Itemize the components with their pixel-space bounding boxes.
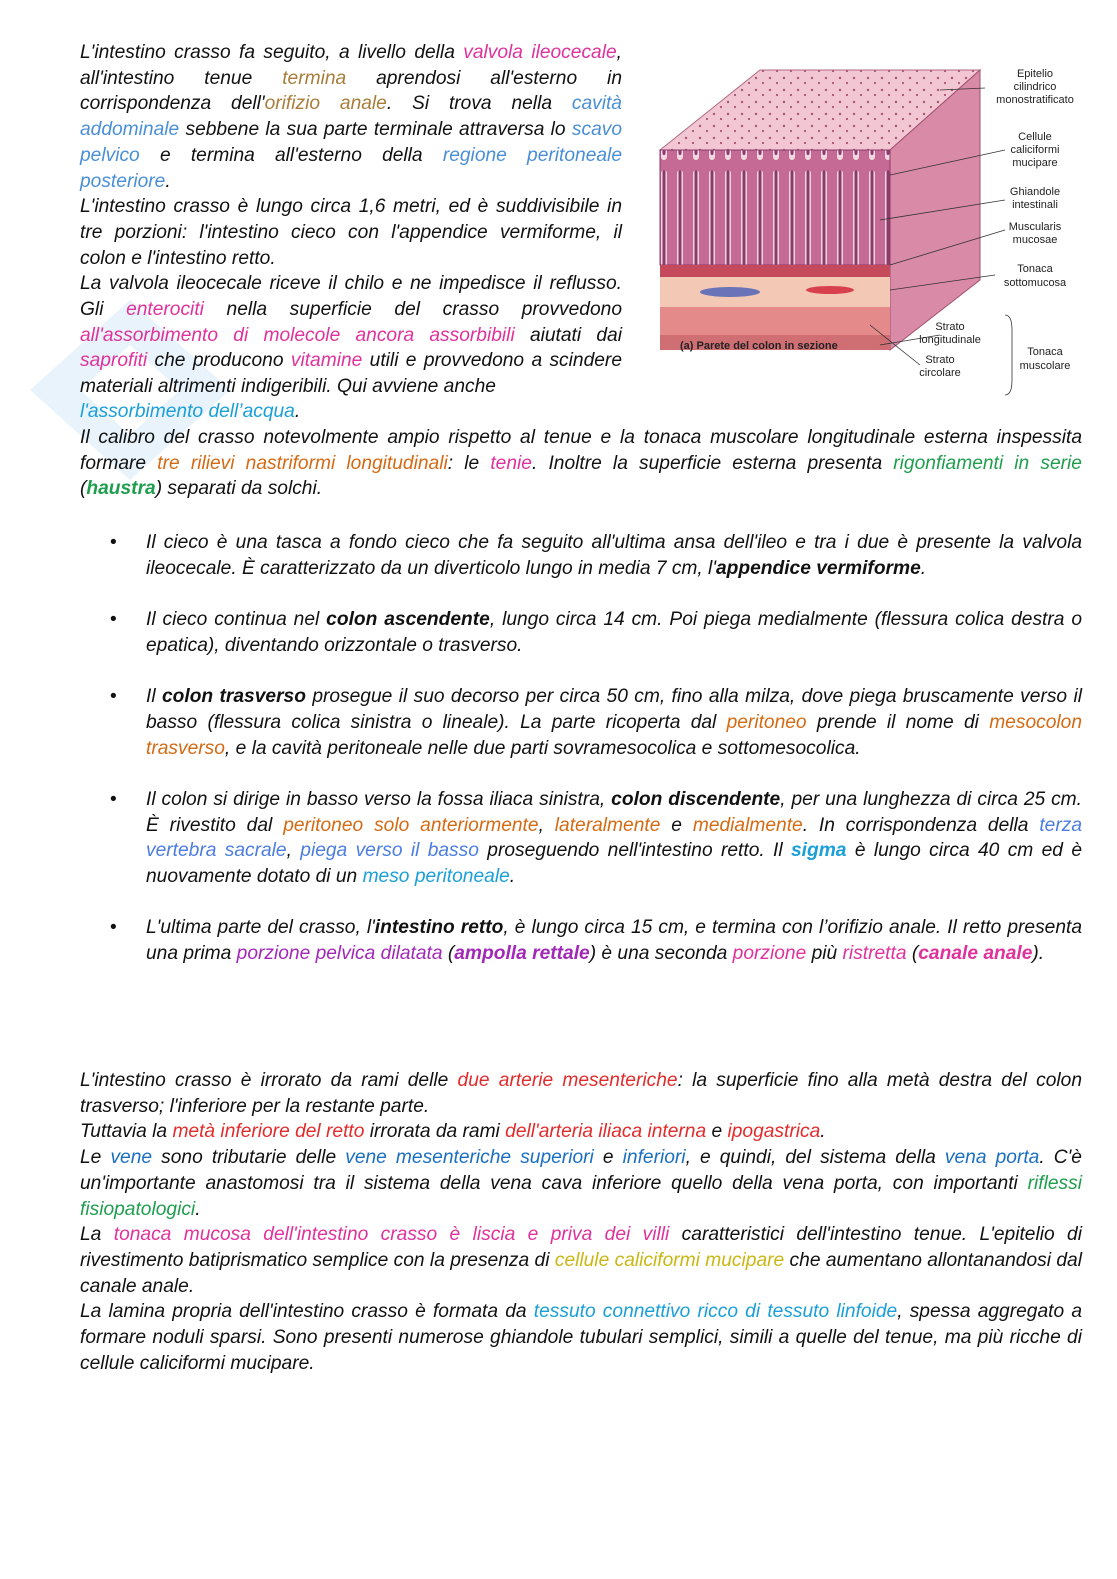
term-vena-porta: vena porta: [944, 1147, 1040, 1169]
term-valvola-ileocecale: valvola ileocecale: [463, 42, 617, 63]
label-cellule-1: Cellule: [1018, 131, 1052, 143]
term-haustra: haustra: [86, 478, 156, 500]
term-arteria-iliaca: dell'arteria iliaca interna: [505, 1121, 707, 1143]
bullet-dot: •: [110, 917, 117, 939]
label-muscularis-1: Muscularis: [1008, 221, 1062, 233]
term-tenie: tenie: [490, 452, 532, 474]
term-tessuto-connettivo: tessuto connettivo ricco di tessuto linfoide: [533, 1301, 898, 1323]
intro-paragraph-3-end: l'assorbimento dell’acqua.: [80, 401, 301, 422]
colon-wall-figure: [640, 50, 1090, 400]
intro-paragraph-1: L'intestino crasso fa seguito, a livello della valvola ileocecale, all'intestino tenue termina aprendosi all'esterno in corrispondenza dell'orifizio anale. Si trova nella cavità addominale sebbene la sua parte terminale attraversa lo scavo pelvico e termina all'esterno della regione peritoneale posteriore.: [80, 42, 622, 192]
label-muscularis-2: mucosae: [1012, 234, 1058, 246]
term-colon-trasverso: colon trasverso: [161, 686, 306, 708]
term-sigma: sigma: [791, 840, 847, 862]
label-tonaca-muscolare-2: muscolare: [1019, 360, 1071, 372]
label-epitelio-2: cilindrico: [1013, 81, 1057, 93]
closing-paragraph-5: La lamina propria dell'intestino crasso è formata da tessuto connettivo ricco di tessuto linfoide, spessa aggregato a formare noduli sparsi. Sono presenti numerose ghiandole tubulari semplici, simili a quelle del tenue, ma più ricche di cellule caliciformi mucipare.: [80, 1301, 1082, 1374]
blood-vessel-2: [806, 286, 854, 294]
label-strato-circ-1: Strato: [925, 354, 955, 366]
term-scavo-pelvico: scavo pelvico: [80, 119, 622, 166]
label-tonaca-muscolare-1: Tonaca: [1027, 346, 1063, 358]
label-epitelio-1: Epitelio: [1016, 68, 1054, 80]
term-enterociti: enterociti: [126, 299, 204, 321]
term-vene-mesenteriche: vene mesenteriche superiori: [345, 1147, 594, 1169]
term-tre-rilievi: tre rilievi nastriformi longitudinali: [157, 452, 448, 474]
term-mesocolon: mesocolon trasverso: [146, 711, 1082, 759]
label-cellule-3: mucipare: [1012, 157, 1058, 169]
circular-muscle-layer: [660, 307, 890, 335]
term-cavita-addominale: cavità addominale: [80, 93, 622, 141]
term-porzione-pelvica: porzione pelvica dilatata: [236, 943, 443, 965]
intro-text-column: [80, 40, 622, 400]
closing-paragraph-1: L'intestino crasso è irrorato da rami delle due arterie mesenteriche: la superficie fino alla metà destra del colon trasverso; l'inferiore per la restante parte.: [80, 1070, 1083, 1117]
closing-paragraph-2: Tuttavia la metà inferiore del retto irrorata da rami dell'arteria iliaca interna e ipogastrica.: [80, 1121, 826, 1143]
closing-paragraph-3: Le vene sono tributarie delle vene mesenteriche superiori e inferiori, e quindi, del sistema della vena porta. C'è un'importante anastomosi tra il sistema della vena cava inferiore quello della vena porta, con importanti riflessi fisiopatologici.: [80, 1147, 1082, 1220]
term-riflessi: riflessi fisiopatologici: [80, 1172, 1082, 1220]
label-cellule-2: caliciformi: [1010, 144, 1060, 156]
term-regione-peritoneale: regione peritoneale posteriore: [80, 144, 622, 192]
label-tonaca-sottomucosa-2: sottomucosa: [1003, 277, 1067, 289]
term-meta-inferiore-retto: metà inferiore del retto: [172, 1121, 365, 1143]
label-ghiandole-1: Ghiandole: [1009, 186, 1061, 198]
term-piega-basso: piega verso il basso: [300, 840, 479, 862]
label-strato-long-2: longitudinale: [919, 334, 981, 346]
term-colon-discendente: colon discendente: [611, 788, 781, 810]
label-tonaca-sottomucosa-1: Tonaca: [1017, 263, 1053, 275]
colon-sections-list: [80, 530, 1082, 993]
term-colon-ascendente: colon ascendente: [326, 609, 490, 631]
term-orifizio-anale: orifizio anale: [264, 93, 387, 115]
intro-paragraph-3: La valvola ileocecale riceve il chilo e ne impedisce il reflusso. Gli enterociti nella superficie del crasso provvedono all'assorbimento di molecole ancora assorbibili aiutati dai saprofiti che producono vitamine utili e provvedono a scindere materiali altrimenti indigeribili. Qui avviene anche: [80, 273, 622, 398]
term-meso-peritoneale: meso peritoneale: [362, 866, 510, 888]
bullet-dot: •: [110, 686, 117, 708]
term-assorbimento-acqua: l'assorbimento dell’acqua: [80, 401, 295, 422]
term-ampolla-rettale: ampolla rettale: [454, 943, 590, 965]
term-appendice: appendice vermiforme: [716, 557, 921, 579]
list-item-cieco: • Il cieco è una tasca a fondo cieco che fa seguito all'ultima ansa dell'ileo e tra i due è presente la valvola ileocecale. È caratterizzato da un diverticolo lungo in media 7 cm, l'appendice vermiforme.: [110, 532, 1082, 579]
term-saprofiti: saprofiti: [80, 350, 148, 372]
label-ghiandole-2: intestinali: [1012, 199, 1058, 211]
term-arterie-mesenteriche: due arterie mesenteriche: [457, 1070, 678, 1091]
term-peritoneo: peritoneo: [726, 711, 807, 733]
label-strato-circ-2: circolare: [919, 367, 961, 379]
term-tonaca-mucosa: tonaca mucosa dell'intestino crasso è liscia e priva dei villi: [113, 1224, 670, 1246]
intro-paragraph-2: L'intestino crasso è lungo circa 1,6 metri, ed è suddivisibile in tre porzioni: l'intestino cieco con l'appendice vermiforme, il colon e l'intestino retto.: [80, 196, 622, 269]
term-cellule-caliciformi: cellule caliciformi mucipare: [554, 1249, 785, 1271]
label-epitelio-3: monostratificato: [996, 94, 1074, 106]
term-vene: vene: [110, 1147, 153, 1169]
term-medialmente: medialmente: [692, 814, 803, 836]
term-rigonfiamenti: rigonfiamenti in serie: [893, 452, 1082, 474]
term-termina: termina: [282, 67, 347, 89]
term-peritoneo-anteriormente: peritoneo solo anteriormente: [283, 814, 539, 836]
bullet-dot: •: [110, 532, 117, 553]
term-terza-vertebra: terza vertebra sacrale: [146, 814, 1082, 862]
term-inferiori: inferiori: [622, 1147, 686, 1169]
bullet-dot: •: [110, 609, 117, 631]
bullet-dot: •: [110, 788, 117, 810]
list-item-colon-discendente: • Il colon si dirige in basso verso la fossa iliaca sinistra, colon discendente, per una lunghezza di circa 25 cm. È rivestito dal peritoneo solo anteriormente, lateralmente e medialmente. In corrispondenza della terza vertebra sacrale, piega verso il basso proseguendo nell'intestino retto. Il sigma è lungo circa 40 cm ed è nuovamente dotato di un meso peritoneale.: [110, 788, 1082, 888]
term-vitamine: vitamine: [290, 350, 363, 372]
list-item-colon-trasverso: • Il colon trasverso prosegue il suo decorso per circa 50 cm, fino alla milza, dove piega bruscamente verso il basso (flessura colica sinistra o lineale). La parte ricoperta dal peritoneo prende il nome di mesocolon trasverso, e la cavità peritoneale nelle due parti sovramesocolica e sottomesocolica.: [110, 686, 1082, 759]
mucosa-glands-layer: [660, 150, 890, 265]
term-porzione: porzione: [732, 943, 807, 965]
term-lateralmente: lateralmente: [554, 814, 661, 836]
term-ristretta: ristretta: [842, 943, 907, 965]
term-assorbimento-molecole: all'assorbimento di molecole ancora assorbibili: [80, 324, 515, 346]
label-strato-long-1: Strato: [935, 321, 965, 333]
intro-paragraph-4: Il calibro del crasso notevolmente ampio rispetto al tenue e la tonaca muscolare longitudinale esterna inspessita formare tre rilievi nastriformi longitudinali: le tenie. Inoltre la superficie esterna presenta rigonfiamenti in serie (haustra) separati da solchi.: [80, 427, 1082, 500]
figure-caption: (a) Parete del colon in sezione: [680, 340, 838, 352]
closing-paragraph-4: La tonaca mucosa dell'intestino crasso è liscia e priva dei villi caratteristici dell'intestino tenue. L'epitelio di rivestimento batiprismatico semplice con la presenza di cellule caliciformi mucipare che aumentano allontanandosi dal canale anale.: [80, 1224, 1082, 1297]
closing-text: [80, 1068, 1082, 1376]
muscularis-mucosae-layer: [660, 265, 890, 277]
term-canale-anale: canale anale: [918, 943, 1033, 965]
term-ipogastrica: ipogastrica: [727, 1121, 821, 1143]
submucosa-layer: [660, 277, 890, 307]
list-item-colon-ascendente: • Il cieco continua nel colon ascendente, lungo circa 14 cm. Poi piega medialmente (flessura colica destra o epatica), diventando orizzontale o trasverso.: [110, 609, 1083, 656]
term-intestino-retto: intestino retto: [374, 917, 504, 939]
list-item-retto: • L'ultima parte del crasso, l'intestino retto, è lungo circa 15 cm, e termina con l’orifizio anale. Il retto presenta una prima porzione pelvica dilatata (ampolla rettale) è una seconda porzione più ristretta (canale anale).: [110, 917, 1083, 965]
blood-vessel: [700, 287, 760, 297]
